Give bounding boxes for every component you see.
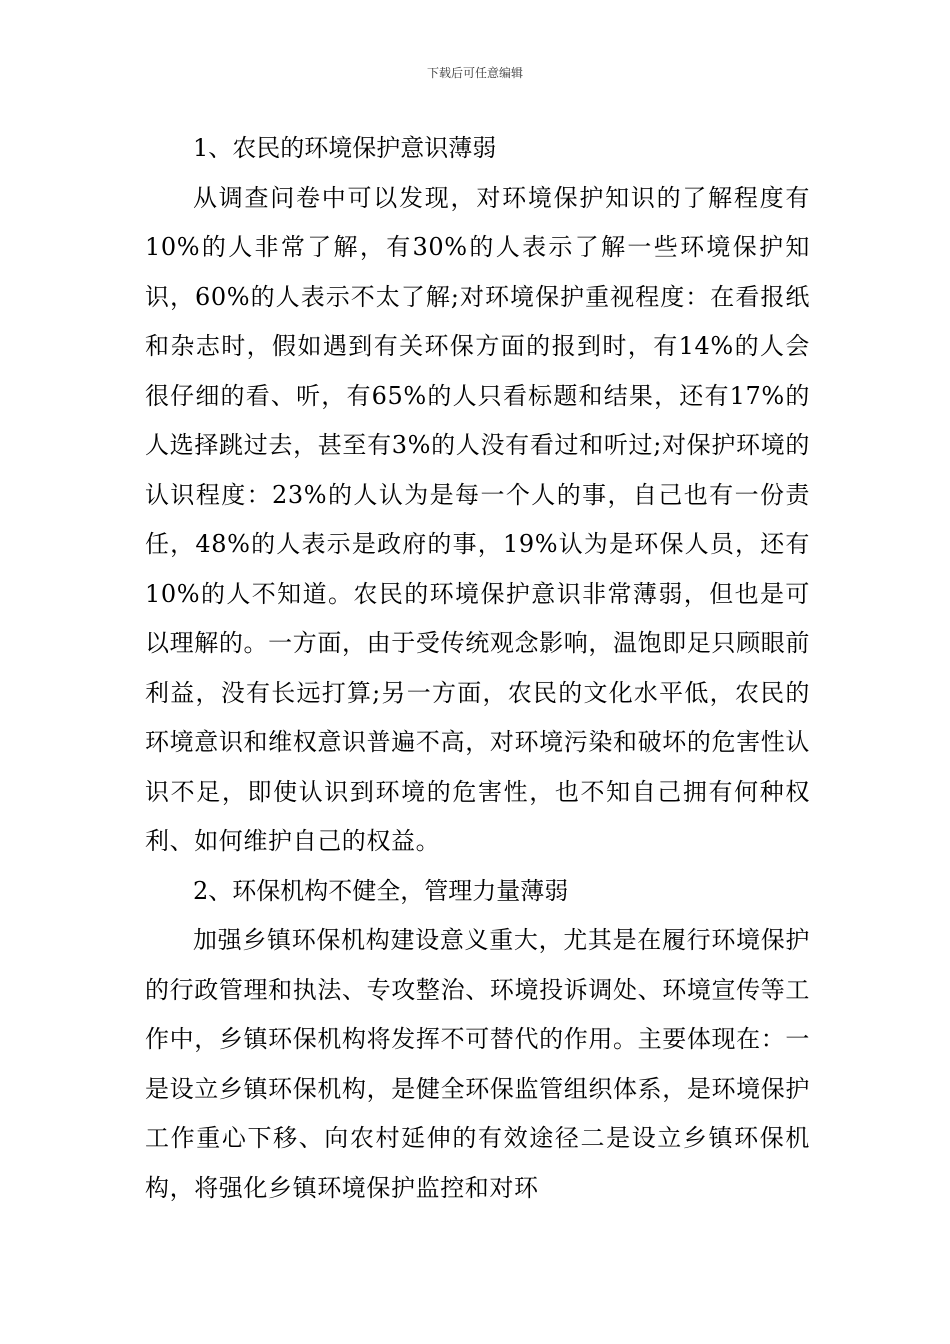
paragraph-1: 从调查问卷中可以发现，对环境保护知识的了解程度有10%的人非常了解，有30%的人表示了解一些环境保护知识，60%的人表示不太了解;对环境保护重视程度：在看报纸和杂志时，假如遇到有关环保方面的报到时，有14%的人会很仔细的看、听，有65%的人只看标题和结果，还有17%的人选择跳过去，甚至有3%的人没有看过和听过;对保护环境的认识程度：23%的人认为是每一个人的事，自己也有一份责任，48%的人表示是政府的事，19%认为是环保人员，还有10%的人不知道。农民的环境保护意识非常薄弱，但也是可以理解的。一方面，由于受传统观念影响，温饱即足只顾眼前利益，没有长远打算;另一方面，农民的文化水平低，农民的环境意识和维权意识普遍不高，对环境污染和破坏的危害性认识不足，即使认识到环境的危害性，也不知自己拥有何种权利、如何维护自己的权益。 <box>145 183 810 855</box>
section-heading-1: 1、农民的环境保护意识薄弱 <box>193 134 497 162</box>
page-header: 下载后可任意编辑 <box>426 66 523 80</box>
paragraph-2: 加强乡镇环保机构建设意义重大，尤其是在履行环境保护的行政管理和执法、专攻整治、环境投诉调处、环境宣传等工作中，乡镇环保机构将发挥不可替代的作用。主要体现在：一是设立乡镇环保机构，是健全环保监管组织体系，是环境保护工作重心下移、向农村延伸的有效途径二是设立乡镇环保机构，将强化乡镇环境保护监控和对环 <box>145 926 810 1202</box>
section-heading-2: 2、环保机构不健全，管理力量薄弱 <box>193 876 569 905</box>
document-body <box>145 124 810 1213</box>
